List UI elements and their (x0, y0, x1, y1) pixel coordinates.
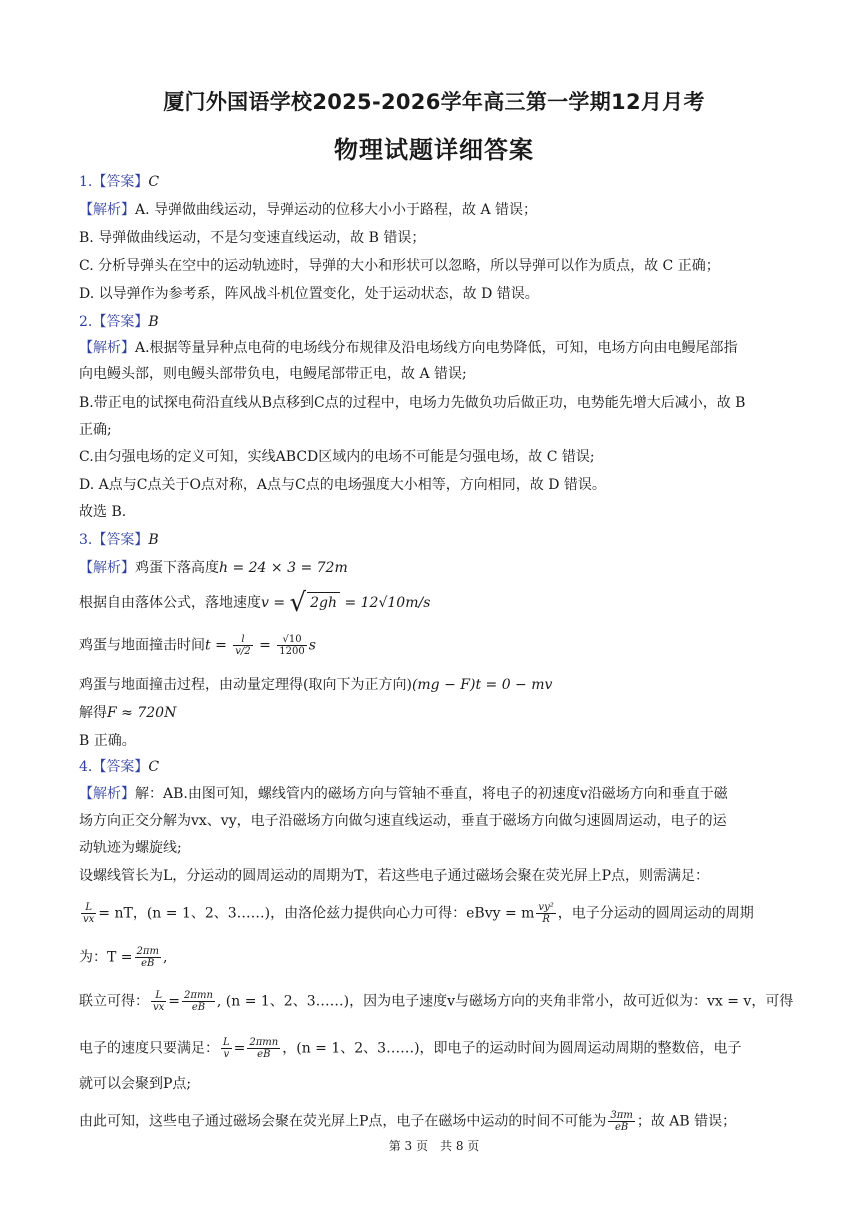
q3-text-3: 鸡蛋与地面撞击时间 (79, 637, 205, 654)
q3-fraction-2 (277, 634, 306, 657)
q4-l7-fraction-2 (182, 990, 215, 1013)
q4-l10-frac-den: eB (614, 1122, 629, 1133)
q4-l7-frac2-num: 2πmn (184, 990, 213, 1001)
q2-explain-line-4: 正确; (79, 422, 112, 438)
q4-l10-text-a: 由此可知，这些电子通过磁场会聚在荧光屏上P点，电子在磁场中运动的时间不可能为 (79, 1113, 607, 1130)
q4-answer: C (148, 759, 160, 775)
q4-l8-equals: = (233, 1040, 246, 1057)
q4-explain-line-2: 场方向正交分解为vx、vy，电子沿磁场方向做匀速直线运动，垂直于磁场方向做匀速圆周运动，电子的运 (79, 813, 727, 829)
q3-math-4: (mg − F)t = 0 − mv (411, 677, 553, 693)
q4-explain-line-4: 设螺线管长为L，分运动的圆周运动的周期为T，若这些电子通过磁场会聚在荧光屏上P点，则需满足： (79, 868, 710, 884)
q2-explain-line-6: D. A点与C点关于O点对称，A点与C点的电场强度大小相等，方向相同，故 D 错误。 (79, 477, 606, 493)
q4-l8-text-b: ，(n = 1、2、3……)，即电子的运动时间为圆周运动周期的整数倍，电子 (282, 1040, 742, 1057)
q4-l7-frac1-den: vx (153, 1002, 165, 1013)
q4-l10-frac-num: 3πm (610, 1110, 633, 1121)
q1-explain-line-2: B. 导弹做曲线运动，不是匀变速直线运动，故 B 错误； (79, 230, 426, 246)
q4-explain-line-6 (79, 946, 167, 969)
q4-l6-frac-den: eB (141, 958, 155, 969)
q1-answer-tag: 【答案】 (92, 174, 149, 190)
q2-explain-tag: 【解析】 (79, 340, 135, 356)
q1-answer-line (79, 172, 159, 192)
q1-answer: C (148, 174, 160, 190)
document-title: 厦门外国语学校2025-2026学年高三第一学期12月月考 (163, 90, 705, 114)
q1-explain-line-4: D. 以导弹作为参考系，阵风战斗机位置变化，处于运动状态，故 D 错误。 (79, 286, 539, 302)
q3-explain-line-4 (79, 675, 552, 695)
q3-explain-line-5 (79, 703, 176, 723)
q3-explain-line-3 (79, 634, 316, 657)
q4-l5-frac-den: vx (83, 914, 95, 925)
q4-l7-fraction-1 (151, 990, 166, 1013)
q3-fraction-1-num: l (233, 634, 252, 646)
q4-l8-frac1-num: L (223, 1037, 230, 1048)
q3-answer-line (79, 530, 159, 550)
q4-l8-frac2-den: eB (257, 1049, 271, 1060)
q4-explain-line-8 (79, 1037, 742, 1060)
q1-explain-tag: 【解析】 (79, 202, 135, 218)
q3-sqrt-content: 2gh (307, 592, 340, 613)
q4-explain-line-5 (79, 902, 754, 925)
q3-answer: B (148, 532, 159, 548)
q4-l7-frac2-den: eB (191, 1002, 206, 1013)
q4-explain-text-1: 解：AB.由图可知，螺线管内的磁场方向与管轴不垂直，将电子的初速度v沿磁场方向和垂直于磁 (135, 786, 728, 802)
q4-l10-text-b: ；故 AB 错误； (636, 1113, 737, 1130)
q4-l10-fraction (608, 1110, 634, 1133)
q2-explain-line-1 (79, 338, 738, 358)
q3-number: 3. (79, 532, 93, 548)
q1-explain-line-3: C. 分析导弹头在空中的运动轨迹时，导弹的大小和形状可以忽略，所以导弹可以作为质点，故 C 正确； (79, 258, 720, 274)
q3-math-1: h = 24 × 3 = 72m (219, 560, 348, 576)
q3-unit: s (308, 637, 316, 654)
q4-l7-frac1-num: L (151, 990, 166, 1002)
q4-l6-frac-num: 2πm (136, 946, 159, 957)
q4-l8-frac1-den: v (223, 1049, 230, 1060)
q3-text-1: 鸡蛋下落高度 (135, 560, 219, 576)
sqrt-icon: √ (289, 588, 307, 618)
q4-explain-line-10 (79, 1110, 736, 1133)
q2-explain-line-5: C.由匀强电场的定义可知，实线ABCD区域内的电场不可能是匀强电场，故 C 错误; (79, 449, 595, 465)
q4-fraction-vy2-r (536, 902, 555, 925)
q4-answer-tag: 【答案】 (92, 759, 149, 775)
q4-l5-frac2-num: vy² (538, 902, 554, 913)
q4-explain-tag: 【解析】 (79, 786, 135, 802)
q3-text-5: 解得 (79, 705, 107, 721)
q3-fraction-2-den: 1200 (279, 646, 305, 657)
q3-text-4: 鸡蛋与地面撞击过程，由动量定理得(取向下为正方向) (79, 677, 412, 693)
q4-explain-line-7 (79, 990, 793, 1013)
q3-explain-line-1 (79, 558, 348, 578)
page-footer: 第 3 页 共 8 页 (388, 1139, 480, 1153)
q4-l8-text-a: 电子的速度只要满足： (79, 1040, 219, 1057)
q4-l5-text-b: ，电子分运动的圆周运动的周期 (557, 905, 754, 922)
q2-answer-tag: 【答案】 (92, 314, 149, 330)
q4-fraction-period (135, 946, 161, 969)
q1-number: 1. (79, 174, 93, 190)
q3-fraction-2-num: √10 (277, 634, 306, 646)
q3-answer-tag: 【答案】 (92, 532, 149, 548)
q2-explain-text-1: A.根据等量异种点电荷的电场线分布规律及沿电场线方向电势降低，可知，电场方向由电鳗尾部指 (135, 340, 738, 356)
q4-l5-frac-num: L (81, 902, 96, 914)
q2-explain-line-3: B.带正电的试探电荷沿直线从B点移到C点的过程中，电场力先做负功后做正功，电势能先增大后减小，故 B (79, 395, 746, 411)
document-subtitle: 物理试题详细答案 (334, 136, 534, 164)
q2-answer: B (148, 314, 159, 330)
q4-explain-line-3: 动轨迹为螺旋线; (79, 840, 182, 856)
q2-answer-line (79, 312, 159, 332)
q4-l7-text-a: 联立可得： (79, 993, 149, 1010)
q4-l6-text-a: 为：T = (79, 949, 133, 966)
q3-explain-line-6: B 正确。 (79, 733, 136, 749)
q4-fraction-l-vx (81, 902, 96, 925)
q3-math-5: F ≈ 720N (107, 705, 177, 721)
q4-l8-fraction-2 (247, 1037, 280, 1060)
q4-number: 4. (79, 759, 93, 775)
q4-l5-text-a: = nT，(n = 1、2、3……)，由洛伦兹力提供向心力可得：eBvy = m (98, 905, 535, 922)
q3-explain-tag: 【解析】 (79, 560, 135, 576)
q3-equals: = (259, 637, 271, 654)
q4-l8-frac2-num: 2πmn (249, 1037, 279, 1048)
q1-explain-line-1 (79, 200, 537, 220)
q3-math-2b: = 12√10m/s (344, 595, 431, 611)
q4-l5-frac2-den: R (542, 914, 550, 925)
q4-explain-line-1 (79, 784, 728, 804)
q2-explain-line-7: 故选 B. (79, 504, 127, 520)
q3-explain-line-2 (79, 588, 431, 618)
q4-l8-fraction-1 (221, 1037, 232, 1060)
q3-text-2: 根据自由落体公式，落地速度 (79, 595, 261, 611)
q4-l6-text-b: , (162, 949, 168, 966)
q1-explain-text-1: A. 导弹做曲线运动，导弹运动的位移大小小于路程，故 A 错误； (135, 202, 538, 218)
q3-math-3a: t = (205, 637, 227, 654)
q2-explain-line-2: 向电鳗头部，则电鳗头部带负电，电鳗尾部带正电，故 A 错误; (79, 366, 467, 382)
q2-number: 2. (79, 314, 93, 330)
q4-answer-line (79, 757, 159, 777)
q3-fraction-1-den: v/2 (235, 646, 251, 657)
q4-explain-line-9: 就可以会聚到P点; (79, 1076, 192, 1092)
q3-math-2a: v = (261, 595, 286, 611)
q4-l7-text-b: , (n = 1、2、3……)，因为电子速度v与磁场方向的夹角非常小，故可近似为：vx = v，可得 (216, 993, 794, 1010)
q4-l7-equals: = (168, 993, 181, 1010)
q3-fraction-1 (233, 634, 252, 657)
